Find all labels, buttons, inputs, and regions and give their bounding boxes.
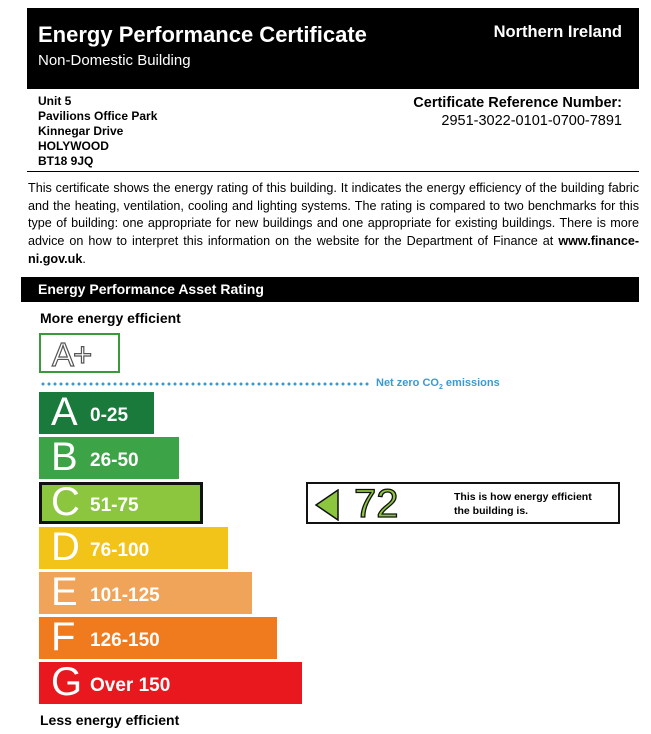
band-letter: C: [51, 480, 80, 524]
net-zero-subscript: 2: [438, 384, 443, 392]
current-rating-caption: [454, 490, 592, 518]
certificate-reference: [413, 95, 622, 129]
band-range: 126-150: [90, 630, 160, 651]
website-link[interactable]: www.finance-ni.gov.uk: [28, 234, 640, 266]
net-zero-text: Net zero CO: [376, 377, 439, 389]
caption-line: This is how energy efficient: [454, 491, 592, 503]
band-letter: B: [51, 435, 78, 479]
net-zero-dotted-line: [40, 382, 370, 386]
band-letter: G: [51, 660, 83, 704]
page-subtitle: Non-Domestic Building: [38, 52, 191, 69]
band-c: [39, 482, 203, 524]
address-line: HOLYWOOD: [38, 139, 109, 153]
address-line: Kinnegar Drive: [38, 124, 124, 138]
intro-paragraph: [28, 180, 639, 269]
divider: [27, 171, 639, 172]
page-title: Energy Performance Certificate: [38, 22, 367, 47]
certificate-header: [27, 8, 639, 89]
band-range: 0-25: [90, 405, 129, 426]
section-title: Energy Performance Asset Rating: [38, 281, 264, 297]
certificate-reference-label: Certificate Reference Number:: [413, 95, 622, 111]
property-address: [38, 94, 157, 169]
caption-line: the building is.: [454, 505, 529, 517]
band-letter: A: [51, 390, 78, 434]
region-label: Northern Ireland: [493, 23, 622, 41]
certificate-reference-number: 2951-3022-0101-0700-7891: [441, 113, 622, 129]
band-e: [39, 572, 252, 614]
address-line: Pavilions Office Park: [38, 109, 158, 123]
address-line: Unit 5: [38, 94, 72, 108]
band-range: 26-50: [90, 450, 139, 471]
band-letter: D: [51, 525, 80, 569]
section-header: [21, 277, 639, 302]
less-efficient-label: Less energy efficient: [40, 712, 180, 728]
band-range: Over 150: [90, 675, 171, 696]
address-line: BT18 9JQ: [38, 154, 94, 168]
band-a-plus-label: A+: [52, 336, 92, 373]
intro-text: This certificate shows the energy rating of this building. It indicates the energy efficiency of the building fabric and the heating, ventilation, cooling and lighting systems. The rating is compared to two benchmarks for this type of building: one appropriate for new buildings and one appropriate for existing buildings. There is more advice on how to interpret this information on the website for the Department of Finance at: [28, 181, 639, 249]
net-zero-label: [376, 377, 500, 391]
current-rating-value: 72: [354, 482, 399, 526]
band-f: [39, 617, 277, 659]
arrow-left-icon: [314, 489, 340, 521]
intro-suffix: .: [82, 251, 86, 266]
current-rating-indicator: [306, 482, 620, 524]
band-d: [39, 527, 228, 569]
band-a: [39, 392, 154, 434]
band-range: 76-100: [90, 540, 150, 561]
band-letter: F: [51, 615, 76, 659]
band-a-plus: [39, 333, 120, 373]
band-b: [39, 437, 179, 479]
band-range: 101-125: [90, 585, 160, 606]
band-range: 51-75: [90, 495, 139, 516]
band-letter: E: [51, 570, 78, 614]
net-zero-suffix: emissions: [442, 377, 500, 389]
more-efficient-label: More energy efficient: [40, 310, 181, 326]
band-g: [39, 662, 302, 704]
